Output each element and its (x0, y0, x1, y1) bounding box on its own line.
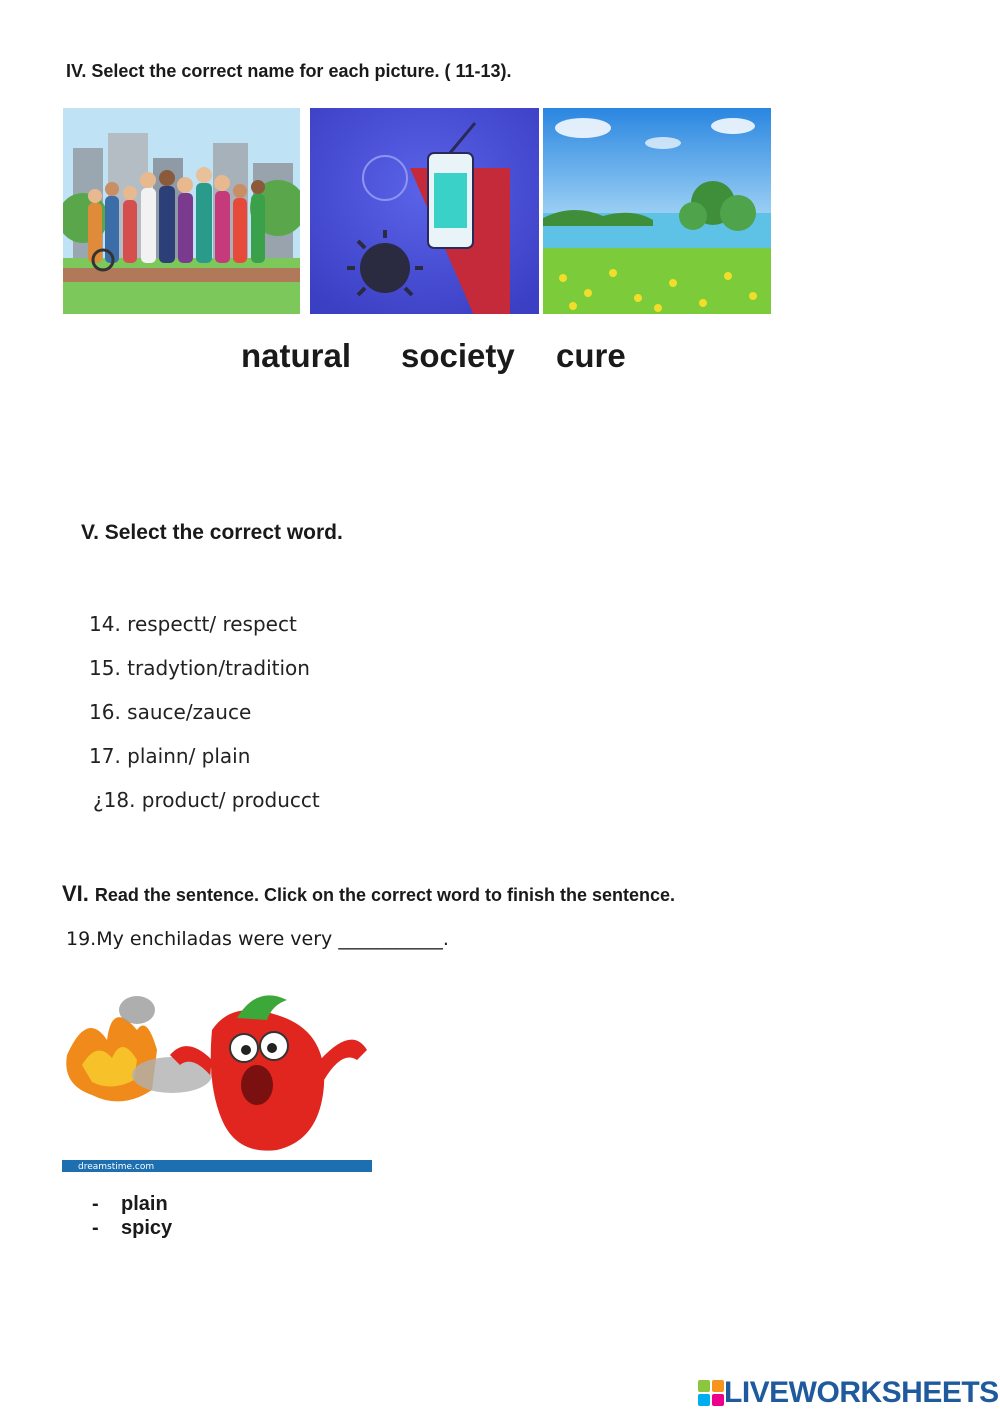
section-5-heading: V. Select the correct word. (81, 521, 343, 544)
option-plain-label: plain (121, 1193, 168, 1215)
liveworksheets-logo (698, 1376, 999, 1410)
question-18[interactable]: ¿18. product/ producct (93, 788, 320, 812)
liveworksheets-logo-text: LIVEWORKSHEETS (724, 1376, 999, 1409)
section-6-number: VI. (62, 881, 89, 906)
option-plain[interactable] (92, 1193, 168, 1216)
section-6-instruction: Read the sentence. Click on the correct word to finish the sentence. (94, 885, 676, 905)
liveworksheets-logo-icon (698, 1380, 724, 1406)
option-marker: - (92, 1193, 99, 1215)
pepper-watermark: dreamstime.com (78, 1162, 155, 1172)
option-marker: - (92, 1217, 99, 1239)
spicy-pepper-picture (62, 980, 372, 1172)
word-society[interactable]: society (401, 337, 515, 374)
word-natural[interactable]: natural (241, 337, 352, 374)
question-17[interactable]: 17. plainn/ plain (89, 744, 251, 768)
question-14[interactable]: 14. respectt/ respect (89, 612, 297, 636)
syringe-hero-picture (310, 108, 539, 314)
people-in-park-picture (63, 108, 300, 314)
word-cure[interactable]: cure (556, 337, 626, 374)
question-19-sentence: 19.My enchiladas were very ___________. (66, 928, 449, 950)
section-4-heading: IV. Select the correct name for each picture. ( 11-13). (66, 61, 512, 81)
question-16[interactable]: 16. sauce/zauce (89, 700, 252, 724)
option-spicy-label: spicy (121, 1217, 173, 1239)
question-15[interactable]: 15. tradytion/tradition (89, 656, 310, 680)
section-6-heading (62, 881, 675, 907)
lake-landscape-picture (543, 108, 771, 314)
option-spicy[interactable] (92, 1217, 172, 1240)
word-bank (0, 337, 1000, 381)
